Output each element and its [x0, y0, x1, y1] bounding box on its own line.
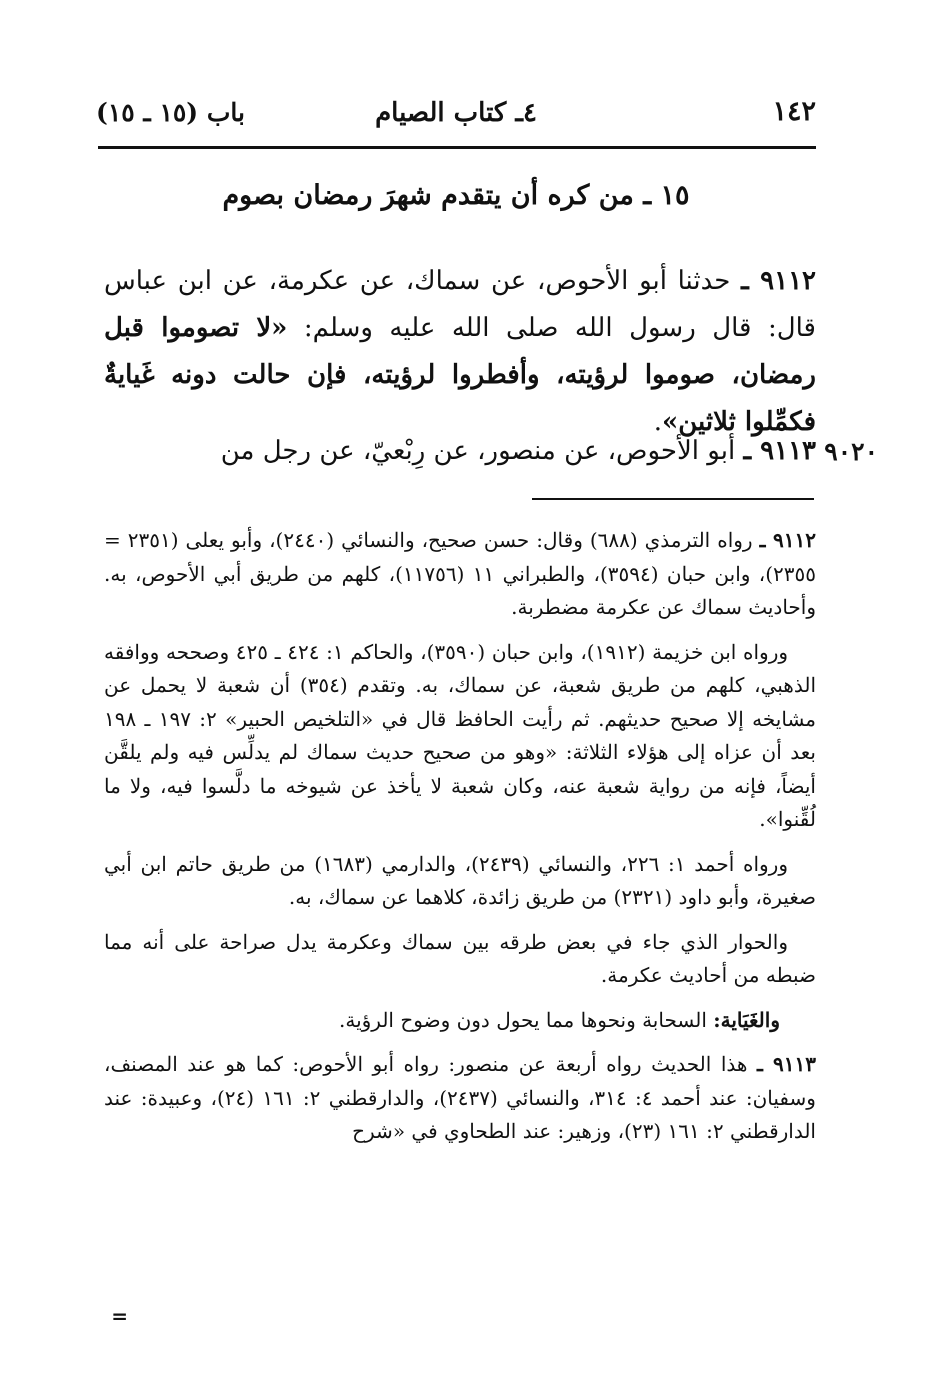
hadith-text: حدثنا أبو الأحوص، عن سماك، عن عكرمة، عن ابن عباس قال: قال رسول الله صلى الله عليه وسلم:: [104, 266, 816, 343]
footnote-text: هذا الحديث رواه أربعة عن منصور: رواه أبو الأحوص: كما هو عند المصنف، وسفيان: عند أحمد ٤: ٣١٤، والنسائي (٢٤٣٧)، والدارقطني ٢: ١٦١ (٢٤)، وعبيدة: عند الدارقطني ٢: ١٦١ (٢٣)، وزهير: عند الطحاوي في «شرح: [104, 1052, 816, 1143]
footnote-paragraph: ورواه أحمد ١: ٢٢٦، والنسائي (٢٤٣٩)، والدارمي (١٦٨٣) من طريق حاتم ابن أبي صغيرة، وأبو داود (٢٣٢١) من طريق زائدة، كلاهما عن سماك، به.: [104, 851, 816, 909]
hadith-text: أبو الأحوص، عن منصور، عن رِبْعيّ، عن رجل من: [220, 436, 736, 466]
glossary-term: والغَيَاية:: [713, 1007, 780, 1032]
chapter-range: باب (١٥ ـ ١٥): [96, 98, 245, 127]
footnote-text: رواه الترمذي (٦٨٨) وقال: حسن صحيح، والنسائي (٢٤٤٠)، وأبو يعلى (٢٣٥١ = ٢٣٥٥)، وابن حبان (٣٥٩٤)، والطبراني ١١ (١١٧٥٦)، كلهم من طريق أبي الأحوص، به. وأحاديث سماك عن عكرمة مضطربة.: [104, 528, 816, 619]
page-number: ١٤٢: [772, 96, 816, 127]
hadith-number: ٩١١٢ ـ: [741, 266, 817, 296]
footnote-9113: [104, 1048, 816, 1149]
margin-number: ٩٠٢٠: [824, 437, 878, 466]
hadith-end: .: [653, 407, 662, 437]
footnote-label: ٩١١٣ ـ: [757, 1052, 817, 1076]
hadith-quote: «لا تصوموا قبل رمضان، صوموا لرؤيته، وأفطروا لرؤيته، فإن حالت دونه غَيايةٌ فكمِّلوا ثلاثين»: [104, 313, 816, 437]
running-header: [96, 96, 816, 140]
hadith-9113: [104, 428, 816, 475]
footnote-9112: [104, 524, 816, 625]
glossary-note: [104, 1004, 816, 1038]
book-title: ٤ـ كتاب الصيام: [375, 98, 537, 128]
continuation-mark: =: [111, 1304, 128, 1328]
footnotes: [104, 524, 816, 1160]
hadith-9112: [104, 258, 816, 446]
footnote-rule: [532, 498, 814, 500]
footnote-paragraph: والحوار الذي جاء في بعض طرقه بين سماك وعكرمة يدل صراحة على أنه مما ضبطه من أحاديث عكرمة.: [104, 929, 816, 987]
hadith-number: ٩١١٣ ـ: [743, 436, 816, 466]
footnote-paragraph: ورواه ابن خزيمة (١٩١٢)، وابن حبان (٣٥٩٠)، والحاكم ١: ٤٢٤ ـ ٤٢٥ وصححه ووافقه الذهبي، كلهم من طريق شعبة، عن سماك، به. وتقدم (٣٥٤) أن شعبة لا يحمل عن مشايخه إلا صحيح حديثهم. ثم رأيت الحافظ قال في «التلخيص الحبير» ٢: ١٩٧ ـ ١٩٨ بعد أن عزاه إلى هؤلاء الثلاثة: «وهو من صحيح حديث سماك لم يدلِّس فيه ولم يلقَّن أيضاً، فإنه من رواية شعبة عنه، وكان شعبة لا يأخذ عن شيوخه ما دلَّسوا فيه، ولا ما لُقِّنوا».: [104, 639, 816, 831]
section-title: ١٥ ـ من كره أن يتقدم شهرَ رمضان بصوم: [222, 180, 690, 211]
glossary-definition: السحابة ونحوها مما يحول دون وضوح الرؤية.: [339, 1007, 714, 1032]
footnote-label: ٩١١٢ ـ: [759, 528, 816, 552]
header-rule: [98, 146, 816, 149]
